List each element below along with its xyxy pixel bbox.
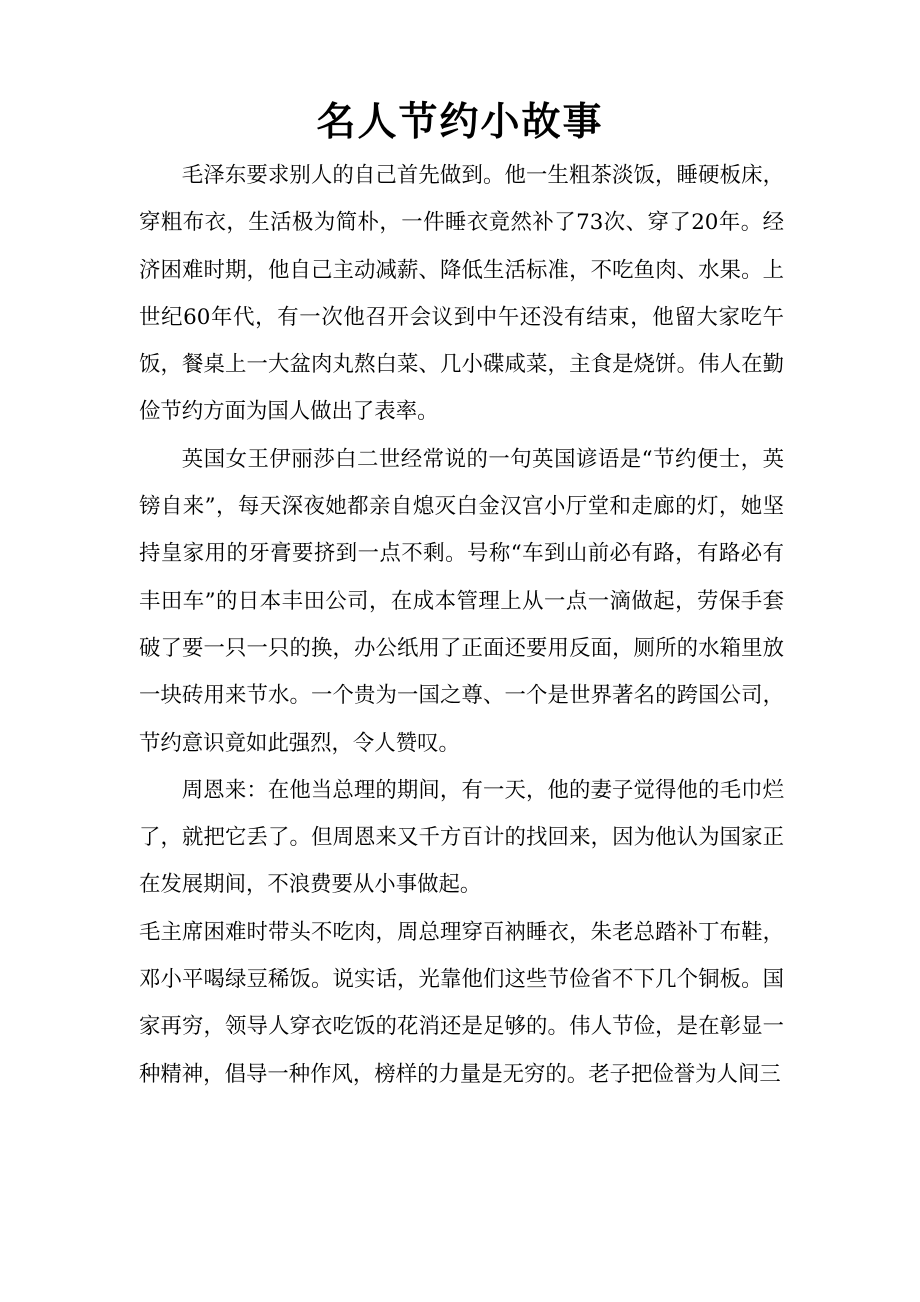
paragraph-leaders-frugality: 毛主席困难时带头不吃肉，周总理穿百衲睡衣，朱老总踏补丁布鞋，邓小平喝绿豆稀饭。说实话，光靠他们这些节俭省不下几个铜板。国家再穷，领导人穿衣吃饭的花消还是足够的。伟人节俭，是在彰显一种精神，倡导一种作风，榜样的力量是无穷的。老子把俭誉为人间三	[139, 919, 784, 1087]
document-title: 名人节约小故事	[316, 99, 604, 145]
document-body	[139, 152, 784, 1098]
paragraph-queen-elizabeth-toyota: 英国女王伊丽莎白二世经常说的一句英国谚语是“节约便士，英镑自来”，每天深夜她都亲自熄灭白金汉宫小厅堂和走廊的灯，她坚持皇家用的牙膏要挤到一点不剩。号称“车到山前必有路，有路必有丰田车”的日本丰田公司，在成本管理上从一点一滴做起，劳保手套破了要一只一只的换，办公纸用了正面还要用反面，厕所的水箱里放一块砖用来节水。一个贵为一国之尊、一个是世界著名的跨国公司，节约意识竟如此强烈，令人赞叹。	[139, 446, 784, 756]
paragraph-mao-zedong: 毛泽东要求别人的自己首先做到。他一生粗茶淡饭，睡硬板床，穿粗布衣，生活极为简朴，一件睡衣竟然补了73次、穿了20年。经济困难时期，他自己主动减薪、降低生活标准，不吃鱼肉、水果。上世纪60年代，有一次他召开会议到中午还没有结束，他留大家吃午饭，餐桌上一大盆肉丸熬白菜、几小碟咸菜，主食是烧饼。伟人在勤俭节约方面为国人做出了表率。	[139, 163, 784, 425]
paragraph-zhou-enlai: 周恩来：在他当总理的期间，有一天，他的妻子觉得他的毛巾烂了，就把它丢了。但周恩来又千方百计的找回来，因为他认为国家正在发展期间，不浪费要从小事做起。	[139, 777, 784, 898]
